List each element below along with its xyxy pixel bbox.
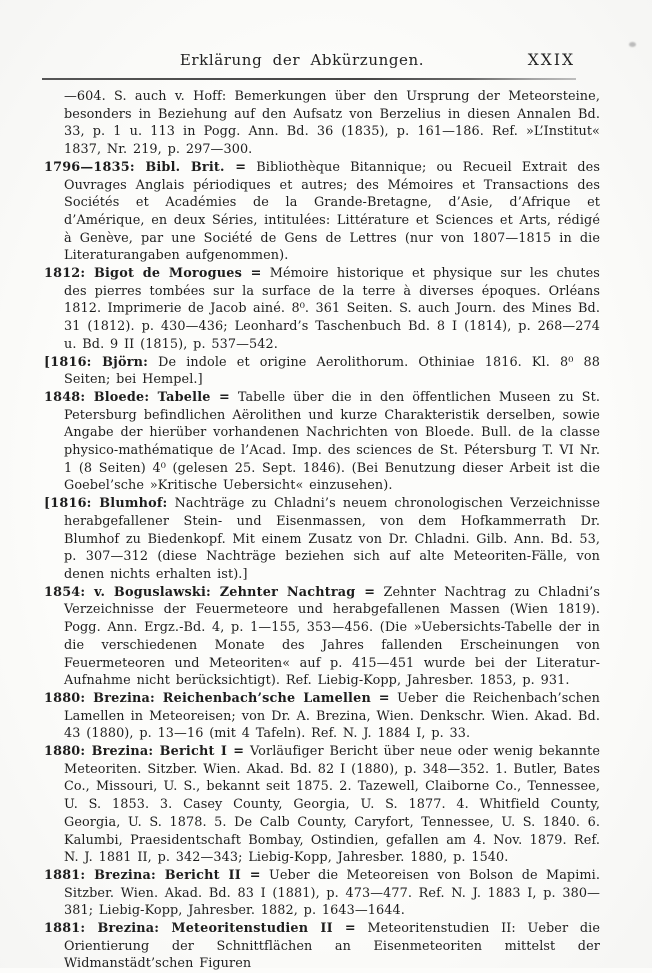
bibliography-entry <box>44 159 600 265</box>
entry-text: Vorläufiger Bericht über neue oder wenig bekannte Meteoriten. Sitzber. Wien. Akad. Bd. 82 I (1880), p. 348—352. 1. Butler, Bates Co., Missouri, U. S., bekannt seit 1875. 2. Tazewell, Claiborne Co., Tennessee, U. S. 1853. 3. Casey County, Georgia, U. S. 1877. 4. Whitfield County, Georgia, U. S. 1878. 5. De Calb County, Caryfort, Tennessee, U. S. 1840. 6. Kalumbi, Praesidentschaft Bombay, Ostindien, gefallen am 4. Nov. 1879. Ref. N. J. 1881 II, p. 342—343; Liebig-Kopp, Jahresber. 1880, p. 1540. <box>64 744 601 866</box>
entry-label: 1881: Brezina: Bericht II = <box>44 867 261 883</box>
bibliography-entry <box>44 389 600 495</box>
entry-label: 1854: v. Boguslawski: Zehnter Nachtrag = <box>44 584 376 600</box>
entry-label: 1848: Bloede: Tabelle = <box>44 389 230 405</box>
entry-text: Mémoire historique et physique sur les chutes des pierres tombées sur la surface de la terre à diverses époques. Orléans 1812. Imprimerie de Jacob ainé. 8⁰. 361 Seiten. S. auch Journ. des Mines Bd. 31 (1812). p. 430—436; Leonhard’s Taschenbuch Bd. 8 I (1814), p. 268—274 u. Bd. 9 II (1815), p. 537—542. <box>64 266 600 352</box>
entry-label: 1880: Brezina: Bericht I = <box>44 744 245 760</box>
bibliography-entry <box>44 265 600 354</box>
entry-text: Ueber die Reichenbach’schen Lamellen in Meteoreisen; von Dr. A. Brezina, Wien. Denkschr. Wien. Akad. Bd. 43 (1880), p. 13—16 (mit 4 Tafeln). Ref. N. J. 1884 I, p. 33. <box>64 690 601 742</box>
bibliography-entry <box>44 690 600 743</box>
entry-text: De indole et origine Aerolithorum. Othiniae 1816. Kl. 8⁰ 88 Seiten; bei Hempel.] <box>64 354 600 388</box>
entry-text: Nachträge zu Chladni’s neuem chronologischen Verzeichnisse herabgefallener Stein- und Eisenmassen, von dem Hofkammerrath Dr. Blumhof zu Biedenkopf. Mit einem Zusatz von Dr. Chladni. Gilb. Ann. Bd. 53, p. 307—312 (diese Nachträge beziehen sich auf alte Meteoriten-Fälle, von denen nichts erhalten ist).] <box>64 496 601 582</box>
entry-text: Ueber die Meteoreisen von Bolson de Mapimi. Sitzber. Wien. Akad. Bd. 83 I (1881), p. 473—477. Ref. N. J. 1883 I, p. 380—381; Liebig-Kopp, Jahresber. 1882, p. 1643—1644. <box>64 867 600 919</box>
entry-label: [1816: Blumhof: <box>44 496 168 512</box>
entry-text: Zehnter Nachtrag zu Chladni’s Verzeichnisse der Feuermeteore und herabgefallenen Massen (Wien 1819). Pogg. Ann. Ergz.-Bd. 4, p. 1—155, 353—456. (Die »Uebersichts-Tabelle der in die verschiedenen Monate des Jahres fallenden Erscheinungen von Feuermeteoren und Meteoriten« auf p. 415—451 wurde bei der Literatur-Aufnahme nicht berücksichtigt). Ref. Liebig-Kopp, Jahresber. 1853, p. 931. <box>64 584 600 689</box>
bibliography-entry <box>44 584 600 690</box>
bibliography-entry <box>44 354 600 389</box>
entry-label: 1812: Bigot de Morogues = <box>44 266 262 282</box>
bibliography-entry <box>44 867 600 920</box>
bibliography-entry <box>44 920 600 973</box>
bibliography-entry <box>44 743 600 867</box>
entry-text: Tabelle über die in den öffentlichen Museen zu St. Petersburg befindlichen Aërolithen und kurze Charakteristik derselben, sowie Angabe der hierüber vorhandenen Nachrichten von Bloede. Bull. de la classe physico-mathématique de l’Acad. Imp. des sciences de St. Pétersburg T. VI Nr. 1 (8 Seiten) 4⁰ (gelesen 25. Sept. 1846). (Bei Benutzung dieser Arbeit ist die Goebel’sche »Kritische Uebersicht« einzusehen). <box>64 389 600 494</box>
page-title: Erklärung der Abkürzungen. <box>179 51 425 69</box>
entry-label: [1816: Björn: <box>44 354 149 370</box>
entry-label: 1880: Brezina: Reichenbach’sche Lamellen = <box>44 690 390 706</box>
entry-label: 1881: Brezina: Meteoritenstudien II = <box>44 921 356 937</box>
continuation-paragraph: —604. S. auch v. Hoff: Bemerkungen über den Ursprung der Meteorsteine, besonders in Beziehung auf den Aufsatz von Berzelius in diesen Annalen Bd. 33, p. 1 u. 113 in Pogg. Ann. Bd. 36 (1835), p. 161—186. Ref. »L’Institut« 1837, Nr. 219, p. 297—300. <box>64 89 600 158</box>
header-rule <box>42 78 576 80</box>
bibliography-text-block <box>44 88 600 973</box>
bibliography-entry <box>44 495 600 584</box>
entry-label: 1796—1835: Bibl. Brit. = <box>44 159 247 175</box>
entry-text: Meteoritenstudien II: Ueber die Orientierung der Schnittflächen an Eisenmeteoriten mittelst der Widmanstädt’schen Figuren <box>64 921 600 972</box>
running-header <box>44 51 600 73</box>
scan-dust-speck <box>629 42 636 47</box>
entry-text: Bibliothèque Bitannique; ou Recueil Extrait des Ouvrages Anglais périodiques et autres; des Mémoires et Transactions des Sociétés et Académies de la Grande-Bretagne, d’Asie, d’Afrique et d’Amérique, en deux Séries, intitulées: Littérature et Sciences et Arts, rédigé à Genève, par une Société de Gens de Lettres (nur von 1807—1815 in die Literaturangaben aufgenommen). <box>64 159 600 264</box>
page-number: XXIX <box>527 51 575 69</box>
